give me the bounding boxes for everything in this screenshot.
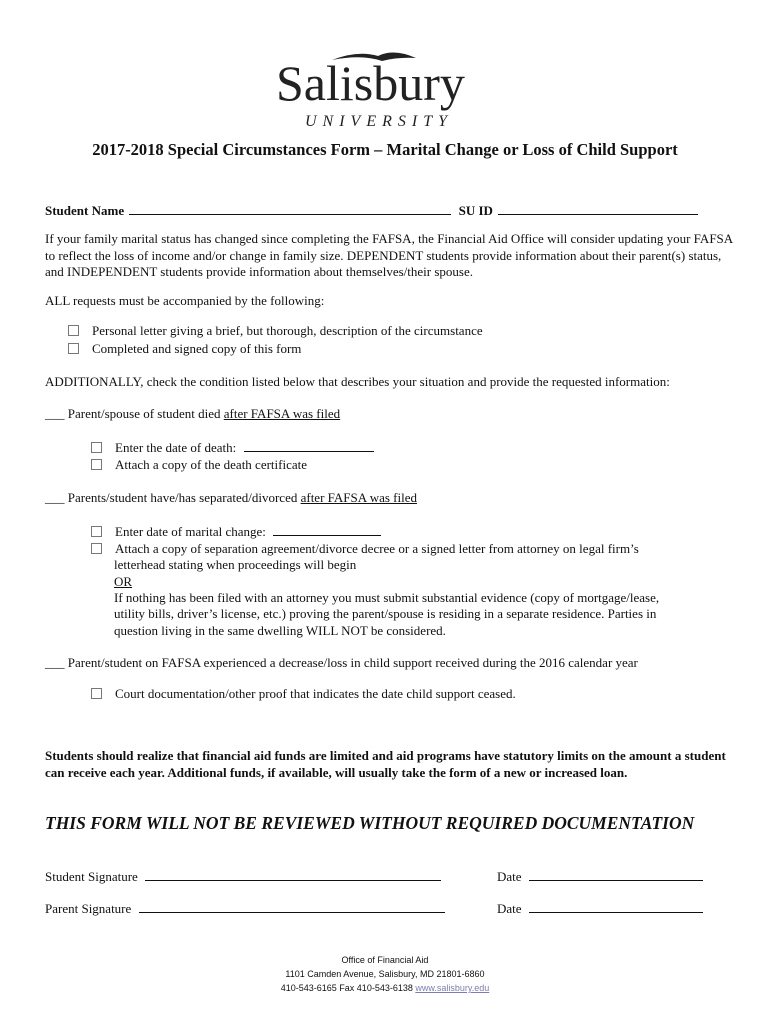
death-certificate-text: Attach a copy of the death certificate xyxy=(115,457,308,472)
su-id-label: SU ID xyxy=(458,203,493,218)
student-signature-row xyxy=(45,868,441,886)
parent-date-field[interactable] xyxy=(529,900,703,913)
parent-signature-label: Parent Signature xyxy=(45,901,132,916)
student-name-field[interactable] xyxy=(129,202,451,215)
condition-underlined: after FAFSA was filed xyxy=(300,490,417,505)
checkbox-icon[interactable] xyxy=(91,526,102,537)
requirement-item xyxy=(68,323,483,340)
student-signature-field[interactable] xyxy=(145,868,441,881)
su-id-field[interactable] xyxy=(498,202,698,215)
marital-change-date-field[interactable] xyxy=(273,523,381,536)
court-documentation-text: Court documentation/other proof that indicates the date child support ceased. xyxy=(115,686,516,701)
salisbury-logo-mark xyxy=(270,48,500,132)
condition-text: Parent/student on FAFSA experienced a decrease/loss in child support received during the 2016 calendar year xyxy=(67,655,638,670)
condition-death xyxy=(45,406,340,423)
parent-date-row xyxy=(497,900,703,918)
separation-text-cont: letterhead stating when proceedings will begin xyxy=(114,557,357,572)
condition-divorce xyxy=(45,490,417,507)
checkbox-icon[interactable] xyxy=(68,343,79,354)
divorce-item xyxy=(91,541,639,558)
checkbox-icon[interactable] xyxy=(91,442,102,453)
marital-change-label: Enter date of marital change: xyxy=(115,524,266,539)
or-text: OR xyxy=(114,574,133,589)
intro-paragraph: If your family marital status has changed since completing the FAFSA, the Financial Aid Office will consider updating your FAFSA to reflect the loss of income and/or change in family size. DEPENDENT students provide information about their parent(s) status, and INDEPENDENT students provide information about themselves/their spouse. xyxy=(45,231,733,279)
additionally-text: ADDITIONALLY, check the condition listed below that describes your situation and provide the requested information: xyxy=(45,374,670,389)
date-label: Date xyxy=(497,869,522,884)
student-signature-label: Student Signature xyxy=(45,869,138,884)
university-logo xyxy=(0,48,770,132)
evidence-text: question living in the same dwelling WILL NOT be considered. xyxy=(114,623,446,638)
death-item xyxy=(91,457,307,474)
evidence-text: If nothing has been filed with an attorney you must submit substantial evidence (copy of mortgage/lease, xyxy=(114,590,660,605)
condition-text: Parent/spouse of student died xyxy=(67,406,221,421)
condition-check-blank[interactable]: ___ xyxy=(45,490,65,505)
all-requests-text: ALL requests must be accompanied by the following: xyxy=(45,293,325,308)
condition-underlined: after FAFSA was filed xyxy=(223,406,341,421)
parent-signature-row xyxy=(45,900,445,918)
logo-wordmark: Salisbury xyxy=(276,55,465,111)
separation-text: Attach a copy of separation agreement/divorce decree or a signed letter from attorney on legal firm’s xyxy=(115,541,639,556)
warning-heading: THIS FORM WILL NOT BE REVIEWED WITHOUT REQUIRED DOCUMENTATION xyxy=(45,813,695,833)
footer-phones: 410-543-6165 Fax 410-543-6138 xyxy=(280,983,413,993)
checkbox-icon[interactable] xyxy=(91,688,102,699)
requirement-text: Personal letter giving a brief, but thorough, description of the circumstance xyxy=(92,323,483,338)
parent-signature-field[interactable] xyxy=(139,900,445,913)
condition-check-blank[interactable]: ___ xyxy=(45,655,65,670)
date-label: Date xyxy=(497,901,522,916)
student-date-field[interactable] xyxy=(529,868,703,881)
evidence-text: utility bills, driver’s license, etc.) proving the parent/spouse is residing in a separate residence. Parties in xyxy=(114,606,657,621)
form-title: 2017-2018 Special Circumstances Form – Marital Change or Loss of Child Support xyxy=(92,140,678,159)
requirement-item xyxy=(68,341,301,358)
footer-office: Office of Financial Aid xyxy=(341,955,429,965)
student-date-row xyxy=(497,868,703,886)
condition-text: Parents/student have/has separated/divorced xyxy=(67,490,298,505)
death-item xyxy=(91,439,374,457)
divorce-item xyxy=(91,523,381,541)
footer-address: 1101 Camden Avenue, Salisbury, MD 21801-6860 xyxy=(285,969,485,979)
checkbox-icon[interactable] xyxy=(91,459,102,470)
funding-notice: Students should realize that financial aid funds are limited and aid programs have statutory limits on the amount a student can receive each year. Additional funds, if available, will usually take the form of a new or increased loan. xyxy=(45,748,726,780)
website-link[interactable]: www.salisbury.edu xyxy=(415,983,490,993)
child-support-item xyxy=(91,686,516,703)
student-name-row xyxy=(45,202,698,220)
checkbox-icon[interactable] xyxy=(68,325,79,336)
death-date-field[interactable] xyxy=(244,439,374,452)
condition-check-blank[interactable]: ___ xyxy=(45,406,65,421)
condition-child-support xyxy=(45,655,638,672)
footer-contact xyxy=(0,981,770,995)
student-name-label: Student Name xyxy=(45,203,125,218)
requirement-text: Completed and signed copy of this form xyxy=(92,341,302,356)
death-date-label: Enter the date of death: xyxy=(115,440,237,455)
logo-subtitle: UNIVERSITY xyxy=(305,113,453,130)
checkbox-icon[interactable] xyxy=(91,543,102,554)
